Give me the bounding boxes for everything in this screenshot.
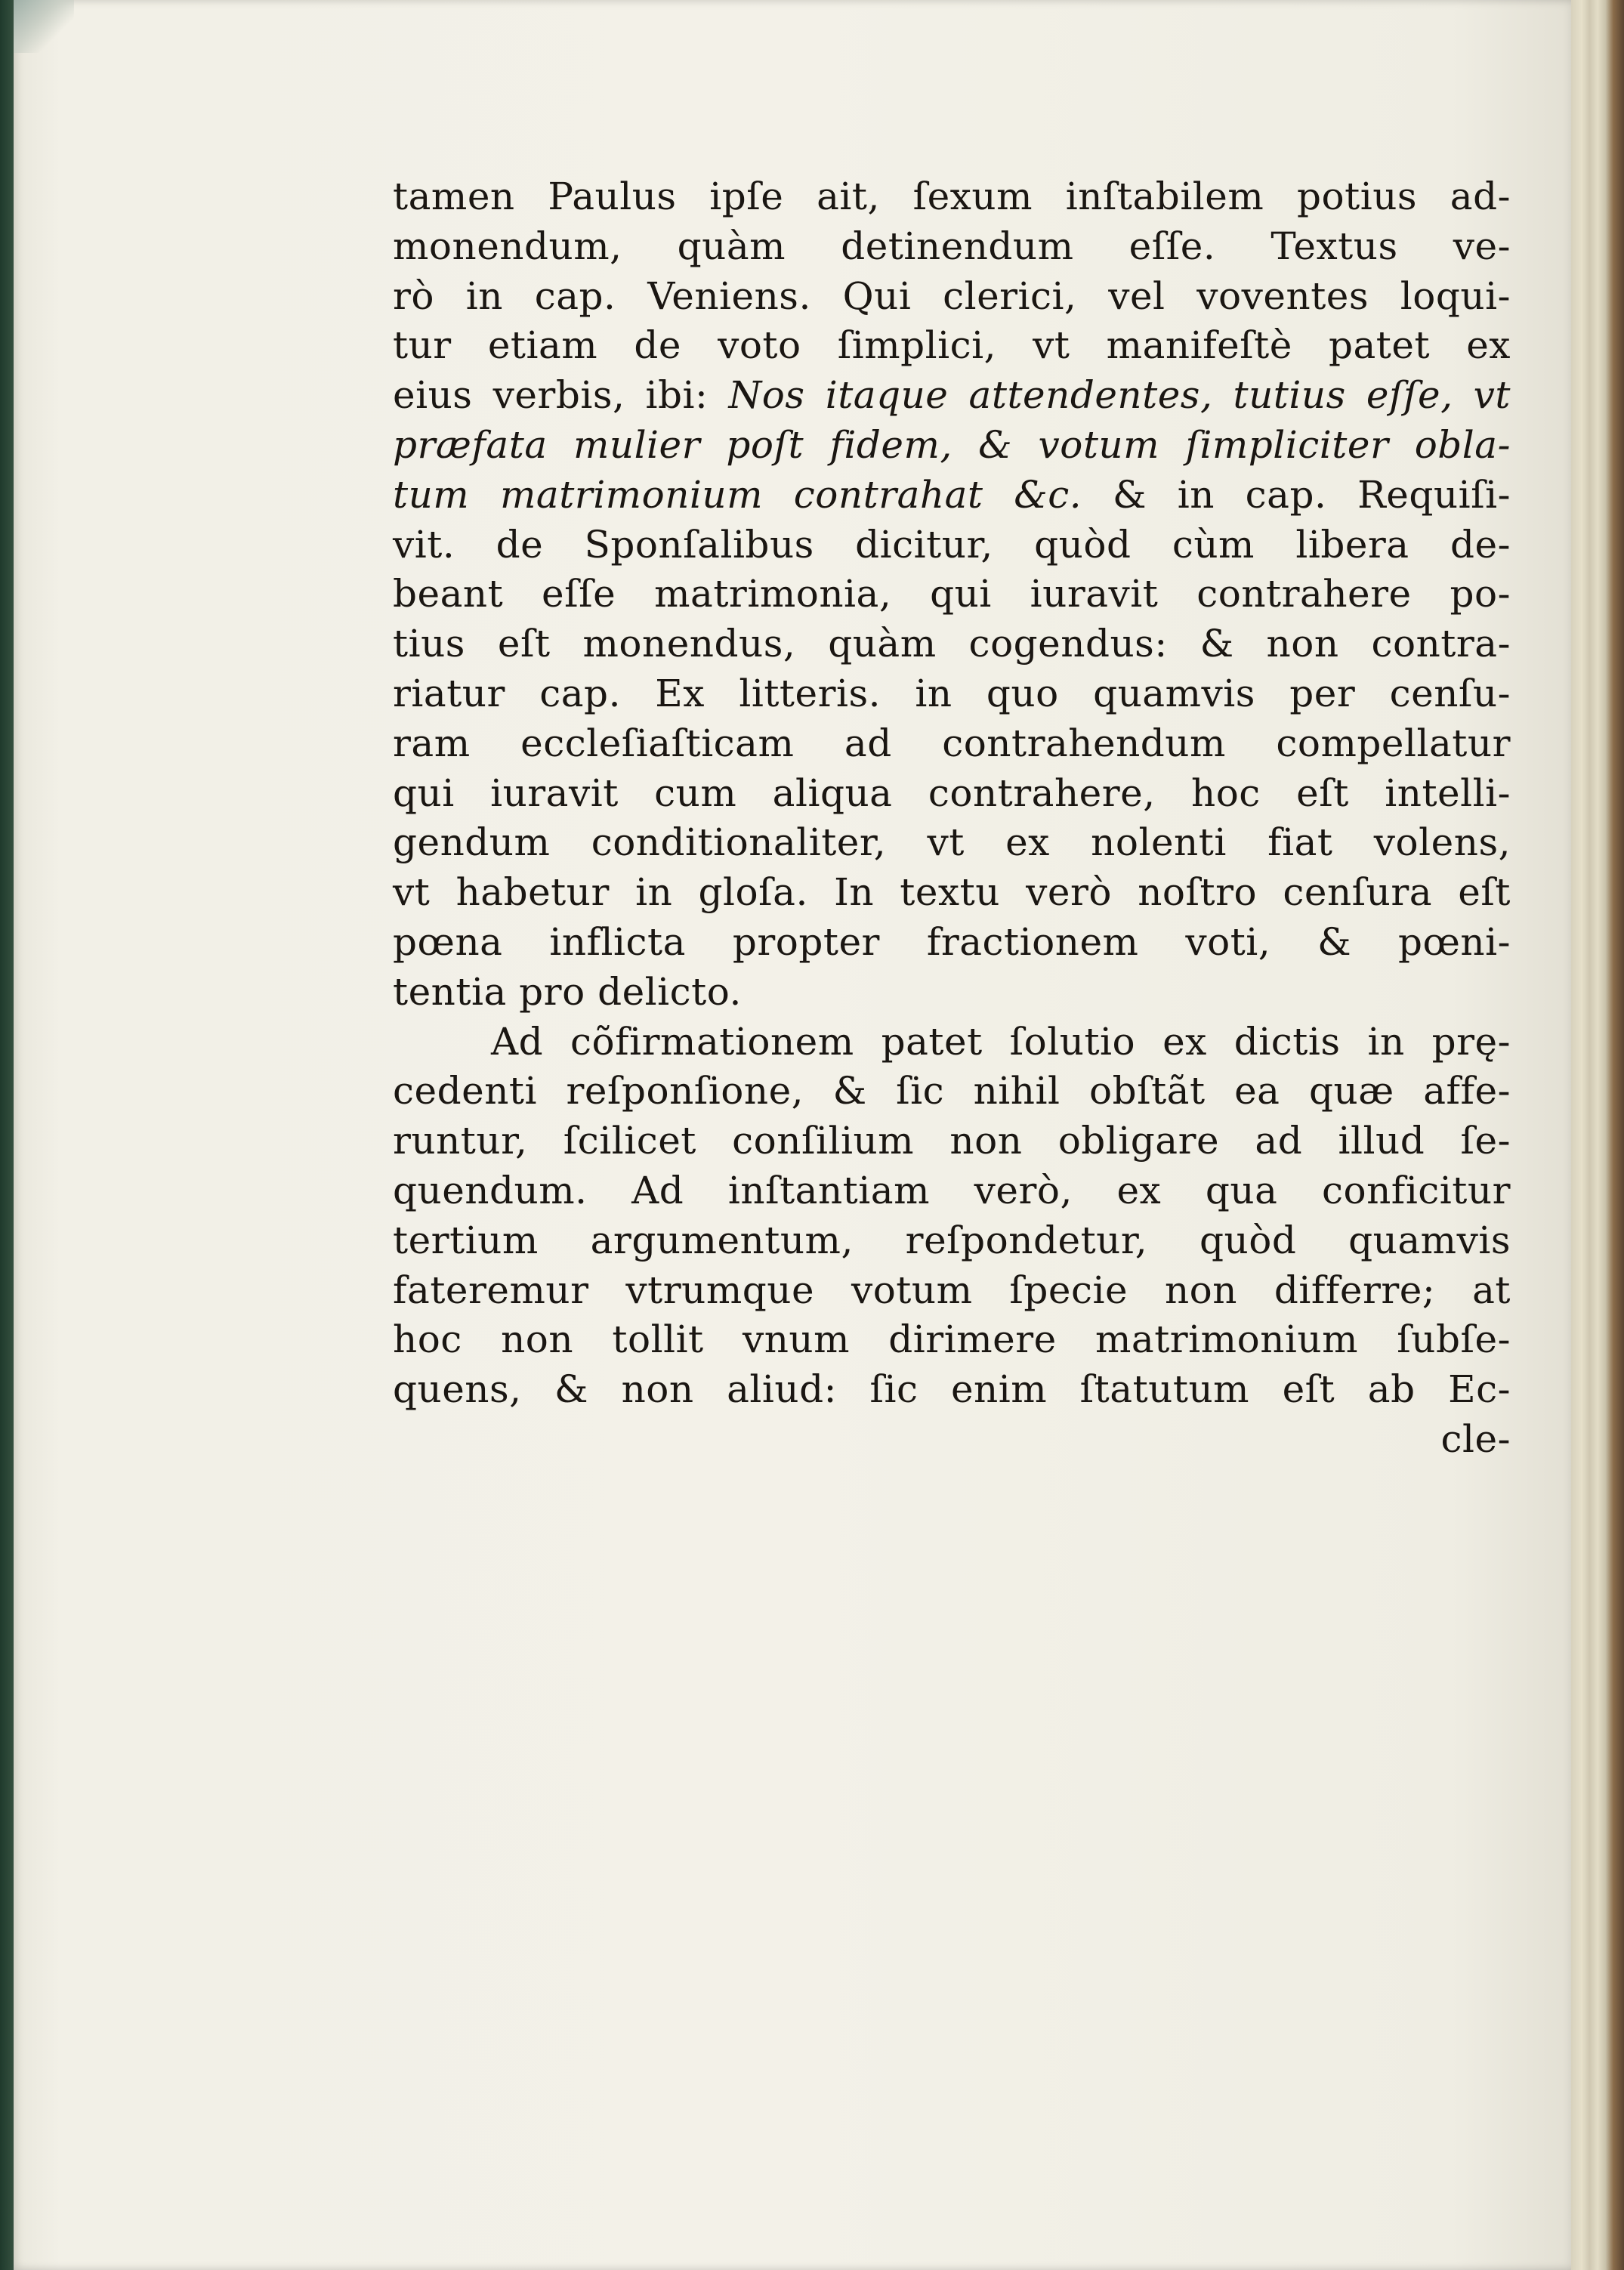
- text-line-10: tius eſt monendus, quàm cogendus: & non contra-: [393, 622, 1511, 666]
- text-line-11: riatur cap. Ex litteris. in quo quamvis per cenſu-: [393, 671, 1511, 715]
- text-line-17: tentia pro delicto.: [393, 969, 742, 1014]
- page-text-block: [393, 172, 1511, 1465]
- text-line-9: beant eſſe matrimonia, qui iuravit contrahere po-: [393, 572, 1511, 616]
- text-line-16: pœna inflicta propter fractionem voti, & pœni-: [393, 919, 1511, 964]
- page-fore-edge: [1571, 0, 1624, 2270]
- text-line-5-italic: Nos itaque attendentes, tutius eſſe, vt: [728, 373, 1511, 418]
- text-line-14: gendum conditionaliter, vt ex nolenti fiat volens,: [393, 820, 1511, 865]
- text-line-23: fateremur vtrumque votum ſpecie non differre; at: [393, 1268, 1511, 1312]
- text-line-5-plain: eius verbis, ibi:: [393, 373, 729, 418]
- text-line-1: tamen Paulus ipſe ait, ſexum inſtabilem potius ad-: [393, 174, 1511, 218]
- text-line-18: Ad cõfirmationem patet ſolutio ex dictis in prę-: [491, 1019, 1511, 1064]
- text-line-22: tertium argumentum, reſpondetur, quòd quamvis: [393, 1218, 1511, 1262]
- text-line-5: [393, 371, 1511, 421]
- text-line-6: præfata mulier poſt fidem, & votum ſimpliciter obla-: [393, 422, 1511, 467]
- text-line-19: cedenti reſponſione, & ſic nihil obſtãt ea quæ affe-: [393, 1069, 1511, 1113]
- text-line-2: monendum, quàm detinendum eſſe. Textus ve-: [393, 224, 1511, 268]
- text-line-25: quens, & non aliud: ſic enim ſtatutum eſt ab Ec-: [393, 1367, 1511, 1412]
- text-line-15: vt habetur in gloſa. In textu verò noſtro cenſura eſt: [393, 870, 1511, 915]
- text-line-8: vit. de Sponſalibus dicitur, quòd cùm libera de-: [393, 522, 1511, 567]
- catchword: cle-: [1440, 1416, 1511, 1461]
- text-line-7: [393, 471, 1511, 520]
- text-line-13: qui iuravit cum aliqua contrahere, hoc eſt intelli-: [393, 771, 1511, 815]
- text-line-7-italic: tum matrimonium contrahat &c.: [393, 472, 1082, 517]
- text-line-3: rò in cap. Veniens. Qui clerici, vel voventes loqui-: [393, 273, 1511, 318]
- page-corner: [14, 0, 74, 53]
- text-line-4: tur etiam de voto ſimplici, vt manifeſtè patet ex: [393, 323, 1511, 368]
- text-line-12: ram eccleſiaſticam ad contrahendum compellatur: [393, 721, 1511, 765]
- text-line-21: quendum. Ad inſtantiam verò, ex qua conficitur: [393, 1168, 1511, 1212]
- text-line-20: runtur, ſcilicet conſilium non obligare ad illud ſe-: [393, 1119, 1511, 1163]
- text-line-24: hoc non tollit vnum dirimere matrimonium ſubſe-: [393, 1317, 1511, 1362]
- text-line-7-plain: & in cap. Requiſi-: [1082, 472, 1511, 517]
